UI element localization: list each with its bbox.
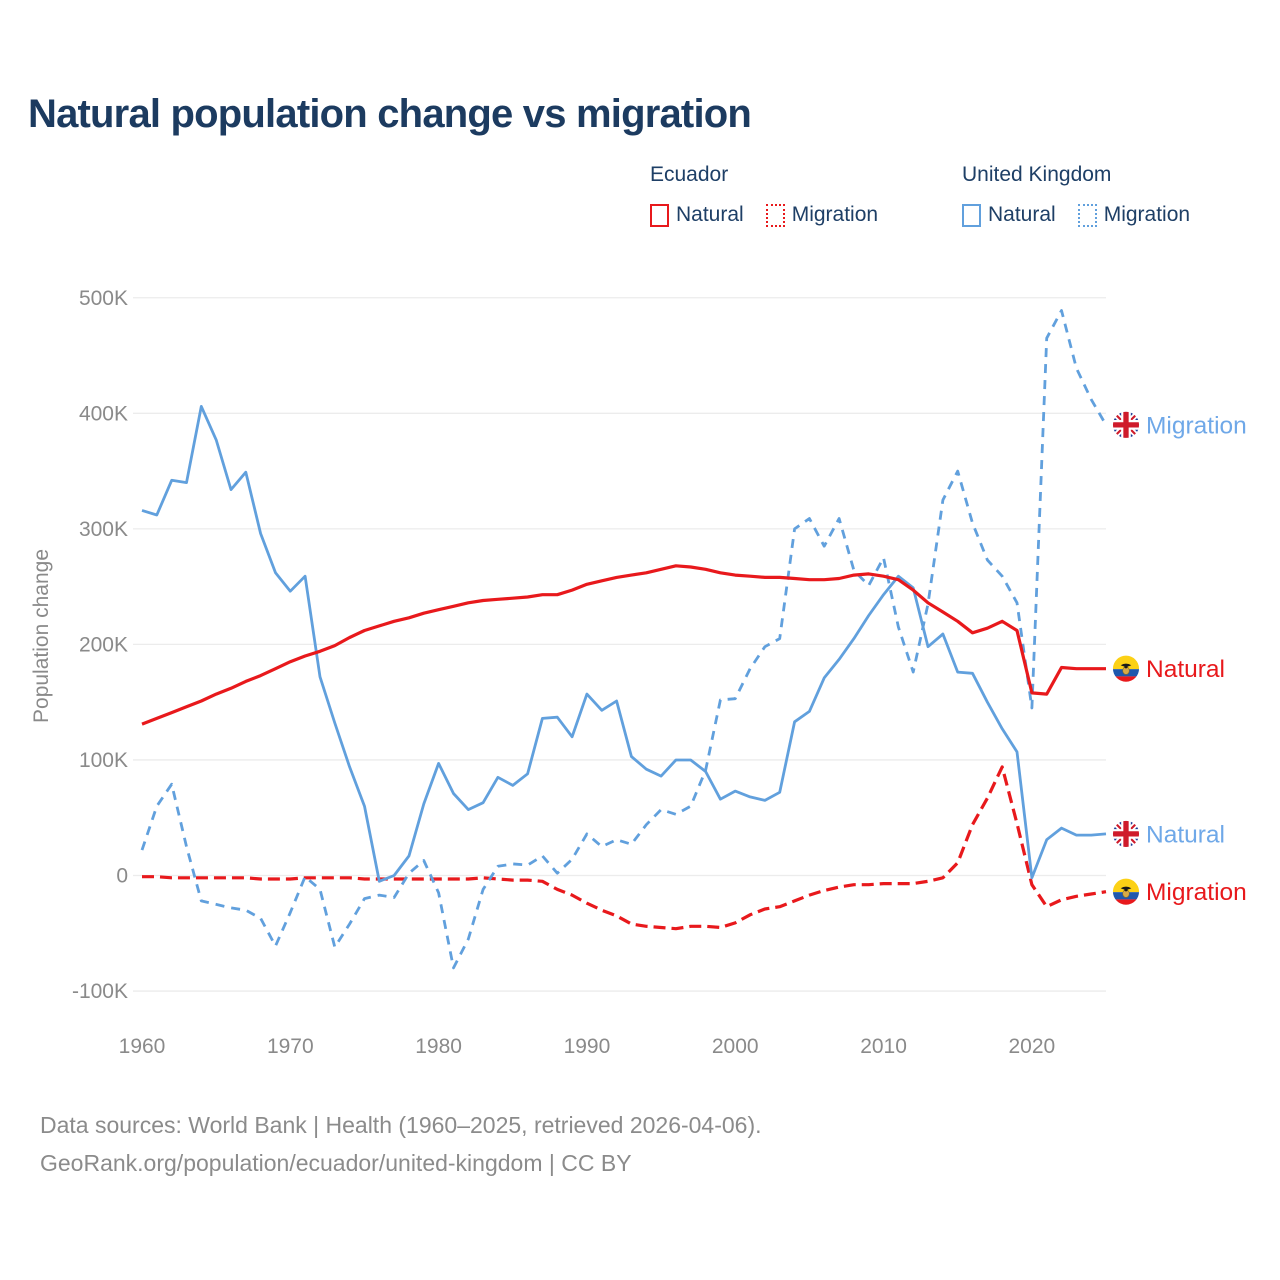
x-tick-label: 1980 (415, 1035, 462, 1058)
y-tick-label: 500K (78, 286, 128, 310)
axis-labels (30, 287, 1055, 1058)
x-tick-label: 2010 (860, 1035, 907, 1058)
series-end-annotations (1109, 407, 1247, 906)
legend-item-label: Natural (676, 203, 744, 226)
attribution-note: GeoRank.org/population/ecuador/united-kingdom | CC BY (40, 1150, 632, 1176)
y-tick-label: 400K (78, 402, 128, 426)
x-tick-label: 1970 (266, 1035, 314, 1058)
series-end-label-united-kingdom-migration: Migration (1146, 412, 1247, 440)
series-line-united-kingdom-migration (142, 311, 1106, 968)
series-end-label-united-kingdom-natural: Natural (1146, 821, 1225, 849)
gridlines (133, 298, 1106, 991)
series-end-label-ecuador-migration: Migration (1146, 879, 1247, 907)
x-tick-label: 2000 (711, 1035, 759, 1058)
series-end-label-ecuador-natural: Natural (1146, 656, 1225, 684)
x-tick-label: 1990 (563, 1035, 611, 1058)
y-tick-label: 0 (116, 864, 128, 888)
data-sources-note: Data sources: World Bank | Health (1960–2025, retrieved 2026-04-06). (40, 1112, 762, 1138)
y-tick-label: 100K (78, 748, 128, 772)
legend-item-label: Migration (1103, 203, 1191, 226)
y-tick-label: -100K (71, 980, 128, 1004)
legend-country-label: Ecuador (650, 163, 729, 186)
legend-item-label: Natural (988, 203, 1056, 226)
x-tick-label: 2020 (1008, 1035, 1056, 1058)
ec-flag-icon (1112, 877, 1141, 906)
ec-flag-icon (1112, 654, 1141, 683)
uk-flag-icon (1109, 407, 1144, 442)
legend-item-label: Migration (791, 203, 879, 226)
page-title: Natural population change vs migration (28, 92, 752, 136)
series-line-ecuador-migration (142, 767, 1106, 929)
data-series (142, 311, 1106, 968)
uk-flag-icon (1109, 817, 1144, 852)
y-tick-label: 200K (78, 633, 128, 657)
x-tick-label: 1960 (118, 1035, 166, 1058)
y-axis-title: Population change (30, 549, 53, 723)
legend-country-label: United Kingdom (962, 163, 1112, 186)
y-tick-label: 300K (78, 517, 128, 541)
